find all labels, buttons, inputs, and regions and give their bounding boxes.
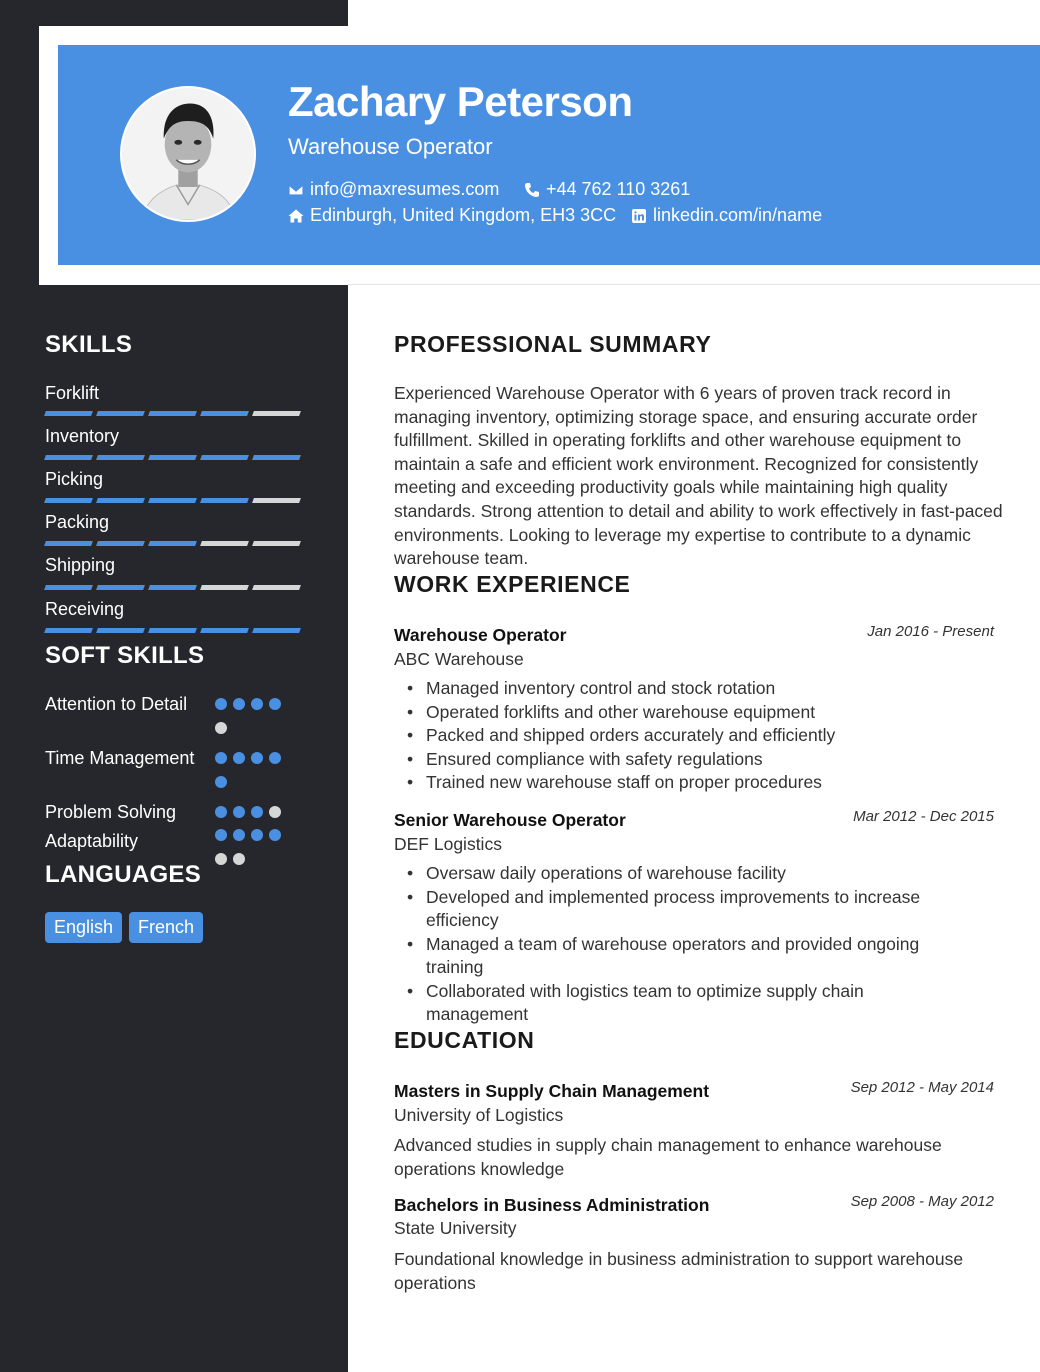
skill-segment-filled bbox=[96, 455, 145, 460]
skill-label: Shipping bbox=[45, 555, 116, 575]
degree-dates: Sep 2012 - May 2014 bbox=[850, 1079, 994, 1096]
skill-segment-filled bbox=[148, 628, 197, 633]
skill-segment-empty bbox=[252, 585, 301, 590]
job-company: ABC Warehouse bbox=[394, 649, 524, 669]
skill-meter bbox=[45, 455, 300, 460]
soft-skills-heading: SOFT SKILLS bbox=[45, 642, 205, 669]
job-bullets bbox=[404, 677, 994, 795]
skill-label: Inventory bbox=[45, 426, 120, 446]
rating-dot-filled bbox=[215, 829, 227, 841]
rating-dot-filled bbox=[251, 806, 263, 818]
soft-skill-label: Problem Solving bbox=[45, 802, 177, 822]
rating-dot-filled bbox=[233, 752, 245, 764]
degree-dates: Sep 2008 - May 2012 bbox=[850, 1193, 994, 1210]
rating-dot-filled bbox=[251, 698, 263, 710]
job-bullet: • Managed inventory control and stock rotation bbox=[404, 677, 994, 701]
skill-meter bbox=[45, 411, 300, 416]
rating-dot-filled bbox=[269, 829, 281, 841]
rating-dot-filled bbox=[251, 752, 263, 764]
contact-linkedin[interactable] bbox=[631, 205, 822, 226]
rating-dot-filled bbox=[215, 698, 227, 710]
skill-segment-filled bbox=[252, 455, 301, 460]
skill-segment-filled bbox=[96, 411, 145, 416]
soft-skill-label: Attention to Detail bbox=[45, 694, 188, 714]
rating-dot-filled bbox=[233, 698, 245, 710]
envelope-icon bbox=[288, 182, 304, 198]
rating-dot-empty bbox=[233, 853, 245, 865]
school-name: University of Logistics bbox=[394, 1105, 564, 1125]
skill-segment-filled bbox=[200, 411, 249, 416]
education-heading: EDUCATION bbox=[394, 1027, 535, 1053]
linkedin-icon bbox=[631, 208, 647, 224]
home-icon bbox=[288, 208, 304, 224]
skill-segment-filled bbox=[252, 628, 301, 633]
skill-segment-filled bbox=[148, 541, 197, 546]
job-dates: Mar 2012 - Dec 2015 bbox=[853, 808, 994, 825]
experience-heading: WORK EXPERIENCE bbox=[394, 571, 631, 597]
candidate-title: Warehouse Operator bbox=[288, 134, 493, 159]
phone-text: +44 762 110 3261 bbox=[546, 179, 691, 199]
job-company: DEF Logistics bbox=[394, 834, 502, 854]
job-bullet: • Oversaw daily operations of warehouse facility bbox=[404, 862, 964, 886]
skill-segment-filled bbox=[44, 585, 93, 590]
skill-segment-filled bbox=[200, 628, 249, 633]
skill-segment-filled bbox=[200, 455, 249, 460]
profile-photo bbox=[122, 88, 254, 220]
summary-heading: PROFESSIONAL SUMMARY bbox=[394, 331, 712, 357]
job-dates: Jan 2016 - Present bbox=[867, 623, 994, 640]
rating-dot-empty bbox=[215, 722, 227, 734]
skill-segment-filled bbox=[148, 498, 197, 503]
skill-label: Receiving bbox=[45, 599, 125, 619]
candidate-name: Zachary Peterson bbox=[288, 78, 633, 125]
degree-description: Advanced studies in supply chain management to enhance warehouse operations knowledge bbox=[394, 1135, 942, 1179]
soft-skill-label: Time Management bbox=[45, 748, 195, 768]
skill-meter bbox=[45, 541, 300, 546]
skill-segment-filled bbox=[148, 585, 197, 590]
job-bullet: • Packed and shipped orders accurately and efficiently bbox=[404, 724, 994, 748]
skill-segment-filled bbox=[44, 455, 93, 460]
job-bullet: • Ensured compliance with safety regulations bbox=[404, 748, 994, 772]
contact-phone[interactable] bbox=[524, 179, 690, 200]
skill-segment-filled bbox=[200, 498, 249, 503]
skill-segment-empty bbox=[200, 541, 249, 546]
skill-meter bbox=[45, 498, 300, 503]
skill-segment-empty bbox=[252, 411, 301, 416]
job-title: Senior Warehouse Operator bbox=[394, 810, 626, 830]
skill-meter bbox=[45, 628, 300, 633]
skill-segment-empty bbox=[252, 541, 301, 546]
job-bullet: • Operated forklifts and other warehouse equipment bbox=[404, 701, 994, 725]
contact-location bbox=[288, 205, 616, 226]
rating-dot-filled bbox=[269, 752, 281, 764]
rating-dot-empty bbox=[269, 806, 281, 818]
rating-dot-filled bbox=[269, 698, 281, 710]
skill-label: Picking bbox=[45, 469, 104, 489]
language-tag-english: English bbox=[45, 912, 122, 943]
skill-segment-filled bbox=[96, 498, 145, 503]
skill-label: Forklift bbox=[45, 383, 99, 403]
rating-dot-filled bbox=[215, 776, 227, 788]
linkedin-text: linkedin.com/in/name bbox=[653, 205, 823, 225]
skill-meter bbox=[45, 585, 300, 590]
degree-title: Masters in Supply Chain Management bbox=[394, 1081, 710, 1101]
rating-dot-filled bbox=[251, 829, 263, 841]
summary-text: Experienced Warehouse Operator with 6 years of proven track record in managing inventory, optimizing storage space, and ensuring accurate order fulfillment. Skilled in operating forklifts and other warehouse equipment to maintain a safe and efficient work environment. Recognized for consistently meeting and exceeding productivity goals while maintaining high quality standards. Strong attention to detail and ability to work effectively in fast-paced environments. Looking to leverage my expertise to contribute to a dynamic warehouse team. bbox=[394, 383, 1003, 569]
skill-segment-empty bbox=[252, 498, 301, 503]
job-bullet: • Collaborated with logistics team to optimize supply chain management bbox=[404, 980, 964, 1027]
phone-icon bbox=[524, 182, 540, 198]
job-bullet: • Managed a team of warehouse operators and provided ongoing training bbox=[404, 933, 964, 980]
degree-title: Bachelors in Business Administration bbox=[394, 1195, 710, 1215]
job-bullet: • Developed and implemented process improvements to increase efficiency bbox=[404, 886, 964, 933]
rating-dot-filled bbox=[233, 829, 245, 841]
soft-skill-label: Adaptability bbox=[45, 831, 139, 851]
skill-label: Packing bbox=[45, 512, 110, 532]
avatar bbox=[120, 86, 256, 222]
rating-dot-empty bbox=[215, 853, 227, 865]
languages-heading: LANGUAGES bbox=[45, 861, 202, 888]
skill-segment-filled bbox=[148, 455, 197, 460]
school-name: State University bbox=[394, 1218, 517, 1238]
job-bullet: • Trained new warehouse staff on proper procedures bbox=[404, 771, 994, 795]
header-divider bbox=[348, 284, 1040, 285]
skill-segment-filled bbox=[148, 411, 197, 416]
job-title: Warehouse Operator bbox=[394, 625, 567, 645]
skills-heading: SKILLS bbox=[45, 331, 133, 358]
degree-description: Foundational knowledge in business administration to support warehouse operations bbox=[394, 1249, 964, 1293]
rating-dot-filled bbox=[215, 806, 227, 818]
location-text: Edinburgh, United Kingdom, EH3 3CC bbox=[310, 205, 617, 225]
contact-email[interactable] bbox=[288, 179, 499, 200]
skill-segment-filled bbox=[44, 498, 93, 503]
email-text: info@maxresumes.com bbox=[310, 179, 500, 199]
job-bullets bbox=[404, 862, 964, 1027]
rating-dot-filled bbox=[233, 806, 245, 818]
skill-segment-filled bbox=[44, 628, 93, 633]
skill-segment-filled bbox=[44, 541, 93, 546]
skill-segment-empty bbox=[200, 585, 249, 590]
skill-segment-filled bbox=[96, 628, 145, 633]
skill-segment-filled bbox=[96, 541, 145, 546]
rating-dot-filled bbox=[215, 752, 227, 764]
skill-segment-filled bbox=[44, 411, 93, 416]
skill-segment-filled bbox=[96, 585, 145, 590]
language-tag-french: French bbox=[129, 912, 203, 943]
